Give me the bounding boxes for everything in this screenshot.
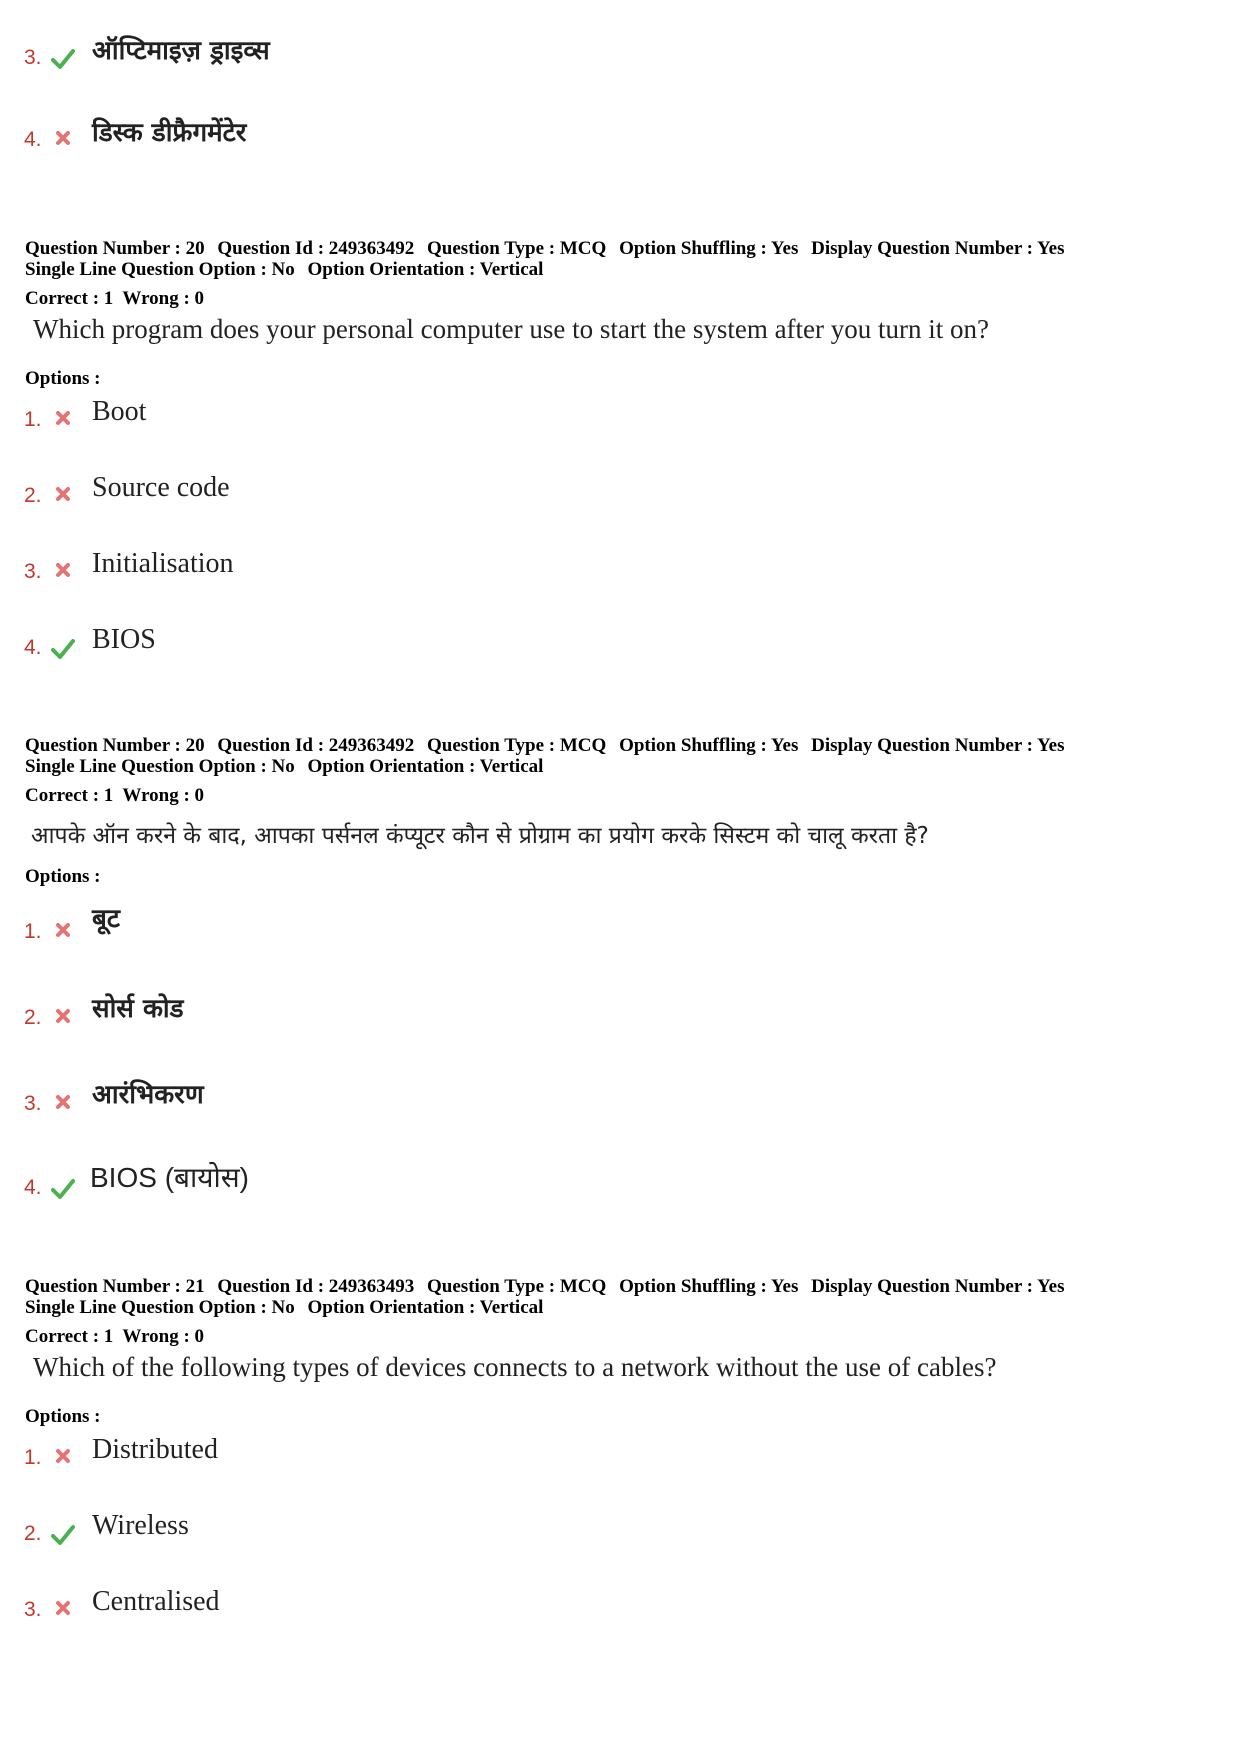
- question-number: Question Number : 21: [25, 1276, 205, 1297]
- cross-icon: [48, 1086, 78, 1116]
- display-question-number: Display Question Number : Yes: [811, 735, 1065, 756]
- option-number: 1.: [24, 408, 42, 431]
- question-meta: [25, 1276, 1072, 1318]
- option-number: 1.: [24, 920, 42, 943]
- question-id: Question Id : 249363492: [217, 238, 415, 259]
- option-number: 2.: [24, 484, 42, 507]
- option-text: Source code: [92, 472, 230, 503]
- options-label: Options :: [25, 368, 101, 389]
- display-question-number: Display Question Number : Yes: [811, 238, 1065, 259]
- question-type: Question Type : MCQ: [427, 238, 607, 259]
- cross-icon: [48, 914, 78, 944]
- single-line-option: Single Line Question Option : No: [25, 1297, 295, 1318]
- option-number: 3.: [24, 1092, 42, 1115]
- option-item: [24, 30, 270, 70]
- option-text: ऑप्टिमाइज़ ड्राइव्स: [92, 36, 270, 66]
- option-item: [24, 112, 247, 152]
- option-shuffling: Option Shuffling : Yes: [619, 1276, 799, 1297]
- option-text: Distributed: [92, 1434, 218, 1465]
- option-shuffling: Option Shuffling : Yes: [619, 735, 799, 756]
- option-text: बूट: [92, 904, 120, 934]
- option-text: डिस्क डीफ्रैगमेंटेर: [92, 118, 247, 148]
- option-item: [24, 620, 156, 660]
- check-icon: [48, 1170, 78, 1200]
- option-number: 2.: [24, 1006, 42, 1029]
- single-line-option: Single Line Question Option : No: [25, 756, 295, 777]
- option-item: [24, 1506, 189, 1546]
- option-item: [24, 392, 147, 432]
- option-text: Initialisation: [92, 548, 234, 579]
- option-text: BIOS: [92, 624, 156, 655]
- options-label: Options :: [25, 866, 101, 887]
- cross-icon: [48, 402, 78, 432]
- option-text: सोर्स कोड: [92, 994, 184, 1024]
- cross-icon: [48, 554, 78, 584]
- option-number: 4.: [24, 128, 42, 151]
- option-item: [24, 544, 234, 584]
- option-text: BIOS (बायोस): [90, 1162, 249, 1193]
- option-text: Boot: [92, 396, 147, 427]
- option-text: Wireless: [92, 1510, 189, 1541]
- question-meta: [25, 735, 1072, 777]
- option-number: 3.: [24, 560, 42, 583]
- option-shuffling: Option Shuffling : Yes: [619, 238, 799, 259]
- option-orientation: Option Orientation : Vertical: [307, 259, 544, 280]
- cross-icon: [48, 122, 78, 152]
- check-icon: [48, 1516, 78, 1546]
- option-text: Centralised: [92, 1586, 220, 1617]
- question-text: आपके ऑन करने के बाद, आपका पर्सनल कंप्यूटर कौन से प्रोग्राम का प्रयोग करके सिस्टम को चालू करता है?: [31, 823, 929, 849]
- option-text: आरंभिकरण: [92, 1080, 204, 1110]
- question-id: Question Id : 249363492: [217, 735, 415, 756]
- option-item: [24, 1430, 218, 1470]
- question-type: Question Type : MCQ: [427, 735, 607, 756]
- check-icon: [48, 40, 78, 70]
- cross-icon: [48, 1000, 78, 1030]
- option-number: 3.: [24, 46, 42, 69]
- option-item: [24, 904, 120, 944]
- option-number: 2.: [24, 1522, 42, 1545]
- option-item: [24, 1160, 249, 1200]
- score-line: Correct : 1 Wrong : 0: [25, 1326, 205, 1347]
- question-type: Question Type : MCQ: [427, 1276, 607, 1297]
- question-number: Question Number : 20: [25, 735, 205, 756]
- option-item: [24, 1076, 204, 1116]
- option-number: 1.: [24, 1446, 42, 1469]
- question-text: Which of the following types of devices connects to a network without the use of cables?: [33, 1352, 997, 1382]
- score-line: Correct : 1 Wrong : 0: [25, 785, 205, 806]
- question-meta: [25, 238, 1072, 280]
- option-orientation: Option Orientation : Vertical: [307, 1297, 544, 1318]
- question-id: Question Id : 249363493: [217, 1276, 415, 1297]
- option-number: 4.: [24, 636, 42, 659]
- option-item: [24, 1582, 220, 1622]
- single-line-option: Single Line Question Option : No: [25, 259, 295, 280]
- option-number: 3.: [24, 1598, 42, 1621]
- check-icon: [48, 630, 78, 660]
- cross-icon: [48, 1440, 78, 1470]
- option-item: [24, 990, 184, 1030]
- question-number: Question Number : 20: [25, 238, 205, 259]
- option-item: [24, 468, 230, 508]
- score-line: Correct : 1 Wrong : 0: [25, 288, 205, 309]
- question-text: Which program does your personal computer use to start the system after you turn it on?: [33, 314, 989, 344]
- options-label: Options :: [25, 1406, 101, 1427]
- display-question-number: Display Question Number : Yes: [811, 1276, 1065, 1297]
- cross-icon: [48, 1592, 78, 1622]
- option-number: 4.: [24, 1176, 42, 1199]
- option-orientation: Option Orientation : Vertical: [307, 756, 544, 777]
- cross-icon: [48, 478, 78, 508]
